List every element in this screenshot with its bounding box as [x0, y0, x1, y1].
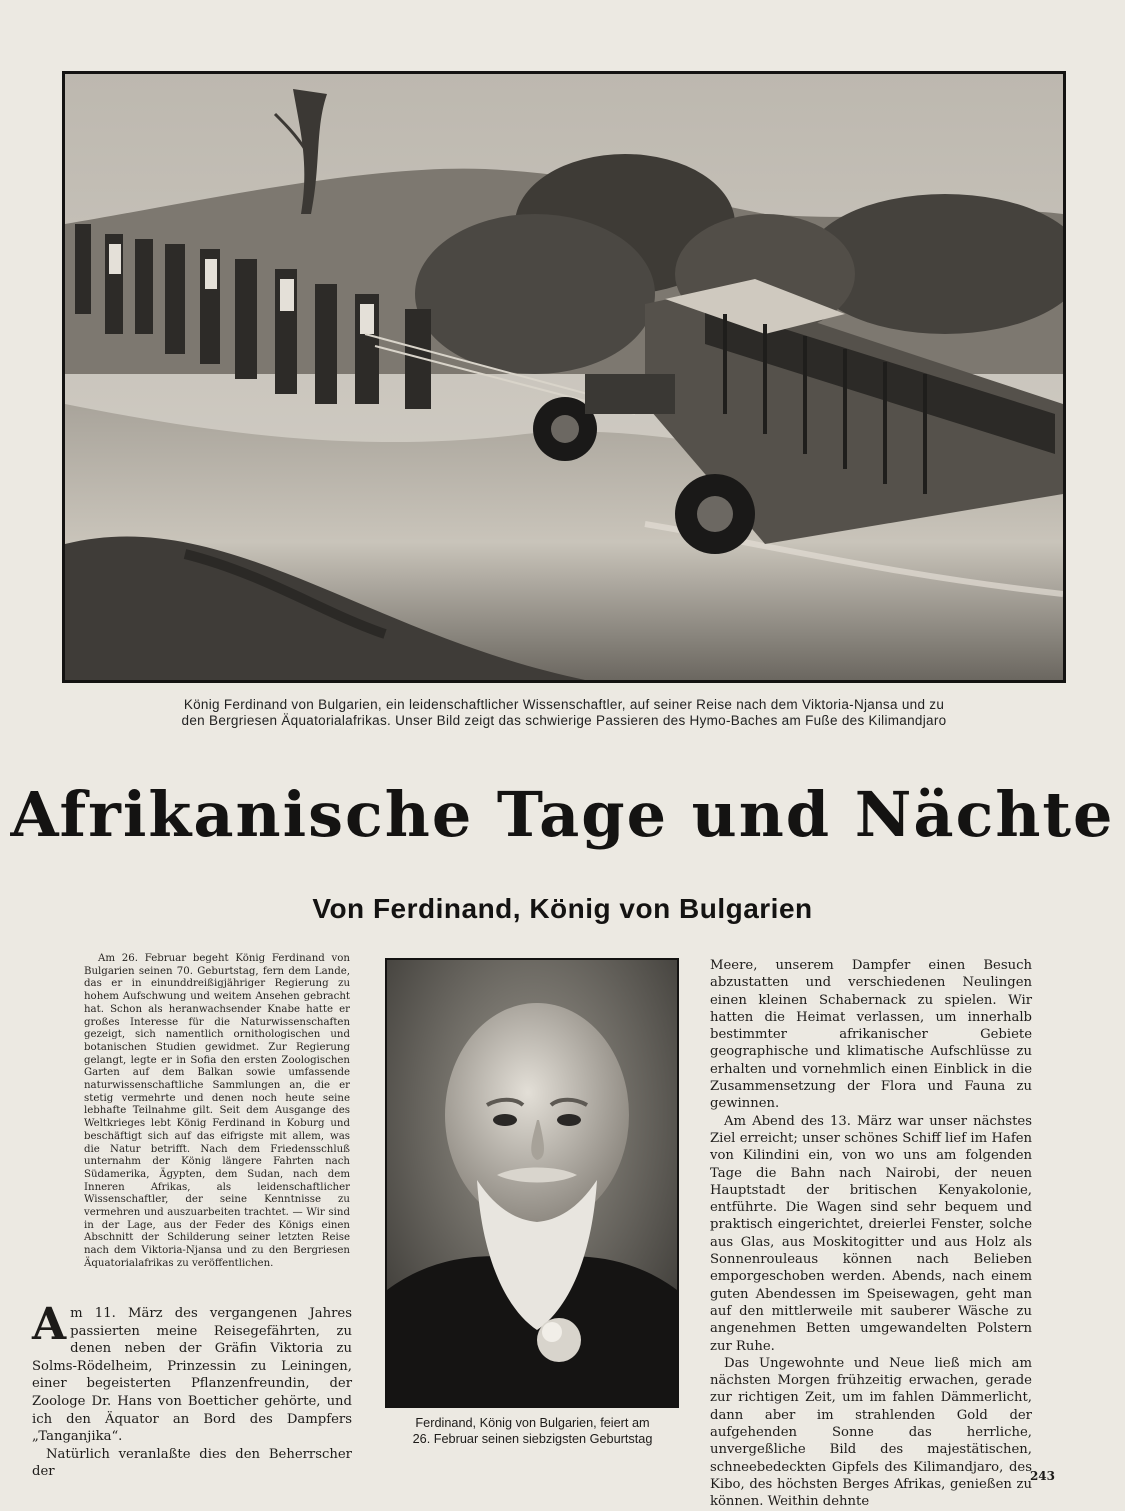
- body-paragraph-5: Das Ungewohnte und Neue ließ mich am nächsten Morgen frühzeitig erwachen, gerade zur richtigen Zeit, um im fahlen Dämmerlicht, dann aber im strahlenden Gold der aufgehenden Sonne das herrliche, unvergeßliche Bild des majestätischen, schneebedeckten Gipfels des Kilimandjaro, des Kibo, des höchsten Berges Afrikas, genießen zu können. Weithin dehnte: [710, 1355, 1032, 1510]
- body-paragraph-1-text: m 11. März des vergangenen Jahres passierten meine Reisegefährten, zu denen neben der Gräfin Viktoria zu Solms-Rödelheim, Prinzessin zu Leiningen, einer begeisterten Pflanzenfreundin, der Zoologe Dr. Hans von Boetticher gehörte, und ich den Äquator an Bord des Dampfers „Tanganjika“.: [32, 1306, 352, 1445]
- top-photograph: [62, 71, 1066, 683]
- body-column-right: [710, 957, 1032, 1511]
- top-photo-caption: [62, 697, 1066, 729]
- body-column-left: [32, 1299, 352, 1481]
- article-intro: Am 26. Februar begeht König Ferdinand von Bulgarien seinen 70. Geburtstag, fern dem Lande, das er in einunddreißigjähriger Regierung zu hohem Aufschwung und weitem Ansehen gebracht hat. Schon als heranwachsender Knabe hatte er großes Interesse für die Naturwissenschaften gezeigt, sich namentlich ornithologischen und botanischen Studien gewidmet. Zur Regierung gelangt, legte er in Sofia den ersten Zoologischen Garten auf dem Balkan sowie umfassende naturwissenschaftliche Sammlungen an, die er stetig vermehrte und denen noch heute seine lebhafte Teilnahme gilt. Seit dem Ausgange des Weltkrieges lebt König Ferdinand in Koburg und beschäftigt sich auf das eifrigste mit allem, was die Natur betrifft. Nach dem Friedensschluß unternahm der König längere Fahrten nach Südamerika, Ägypten, dem Sudan, nach dem Inneren Afrikas, als leidenschaftlicher Wissenschaftler, der seine Kenntnisse zu vermehren und auszuarbeiten trachtet. — Wir sind in der Lage, aus der Feder des Königs einen Abschnitt der Schilderung seiner letzten Reise nach dem Viktoria-Njansa und zu den Bergriesen Äquatorialafrikas zu veröffentlichen.: [84, 953, 350, 1269]
- top-photo-caption-line1: König Ferdinand von Bulgarien, ein leidenschaftlicher Wissenschaftler, auf seiner Reise nach dem Viktoria-Njansa und zu: [183, 697, 945, 712]
- expedition-truck-illustration: [65, 74, 1063, 680]
- portrait-caption-line2: 26. Februar seinen siebzigsten Geburtstag: [412, 1432, 653, 1446]
- body-paragraph-4: Am Abend des 13. März war unser nächstes Ziel erreicht; unser schönes Schiff lief im Hafen von Kilindini ein, von wo uns am folgenden Tage die Bahn nach Nairobi, der neuen Hauptstadt der britischen Kenyakolonie, entführte. Die Wagen sind sehr bequem und praktisch eingerichtet, dreierlei Fenster, solche aus Glas, aus Moskitogitter und aus Holz als Sonnenrouleaus können nach Belieben emporgeschoben werden. Abends, nach einem guten Abendessen im Speisewagen, geht man auf den mittlerweile mit sauberer Wäsche zu angenehmen Betten umgewandelten Polstern zur Ruhe.: [710, 1113, 1032, 1354]
- article-byline: Von Ferdinand, König von Bulgarien: [312, 893, 813, 924]
- body-paragraph-1: [32, 1299, 352, 1446]
- portrait-illustration: [387, 960, 677, 1406]
- page-number: 243: [1029, 1469, 1055, 1483]
- portrait-caption-line1: Ferdinand, König von Bulgarien, feiert am: [415, 1416, 650, 1430]
- portrait-photograph: [385, 958, 679, 1408]
- portrait-caption: [380, 1415, 685, 1447]
- body-paragraph-2: Natürlich veranlaßte dies den Beherrscher der: [32, 1446, 352, 1480]
- article-headline: Afrikanische Tage und Nächte: [10, 778, 1115, 851]
- top-photo-caption-line2: den Bergriesen Äquatorialafrikas. Unser Bild zeigt das schwierige Passieren des Hymo-Baches am Fuße des Kilimandjaro: [181, 713, 947, 728]
- body-paragraph-3: Meere, unserem Dampfer einen Besuch abzustatten und verschiedenen Neulingen einen kleinen Schabernack zu spielen. Wir hatten die Heimat verlassen, um innerhalb bestimmter afrikanischer Gebiete geographische und klimatische Aufschlüsse zu erhalten und vornehmlich einen Einblick in die Zusammensetzung der Flora und Fauna zu gewinnen.: [710, 958, 1032, 1112]
- drop-cap: A: [32, 1299, 67, 1350]
